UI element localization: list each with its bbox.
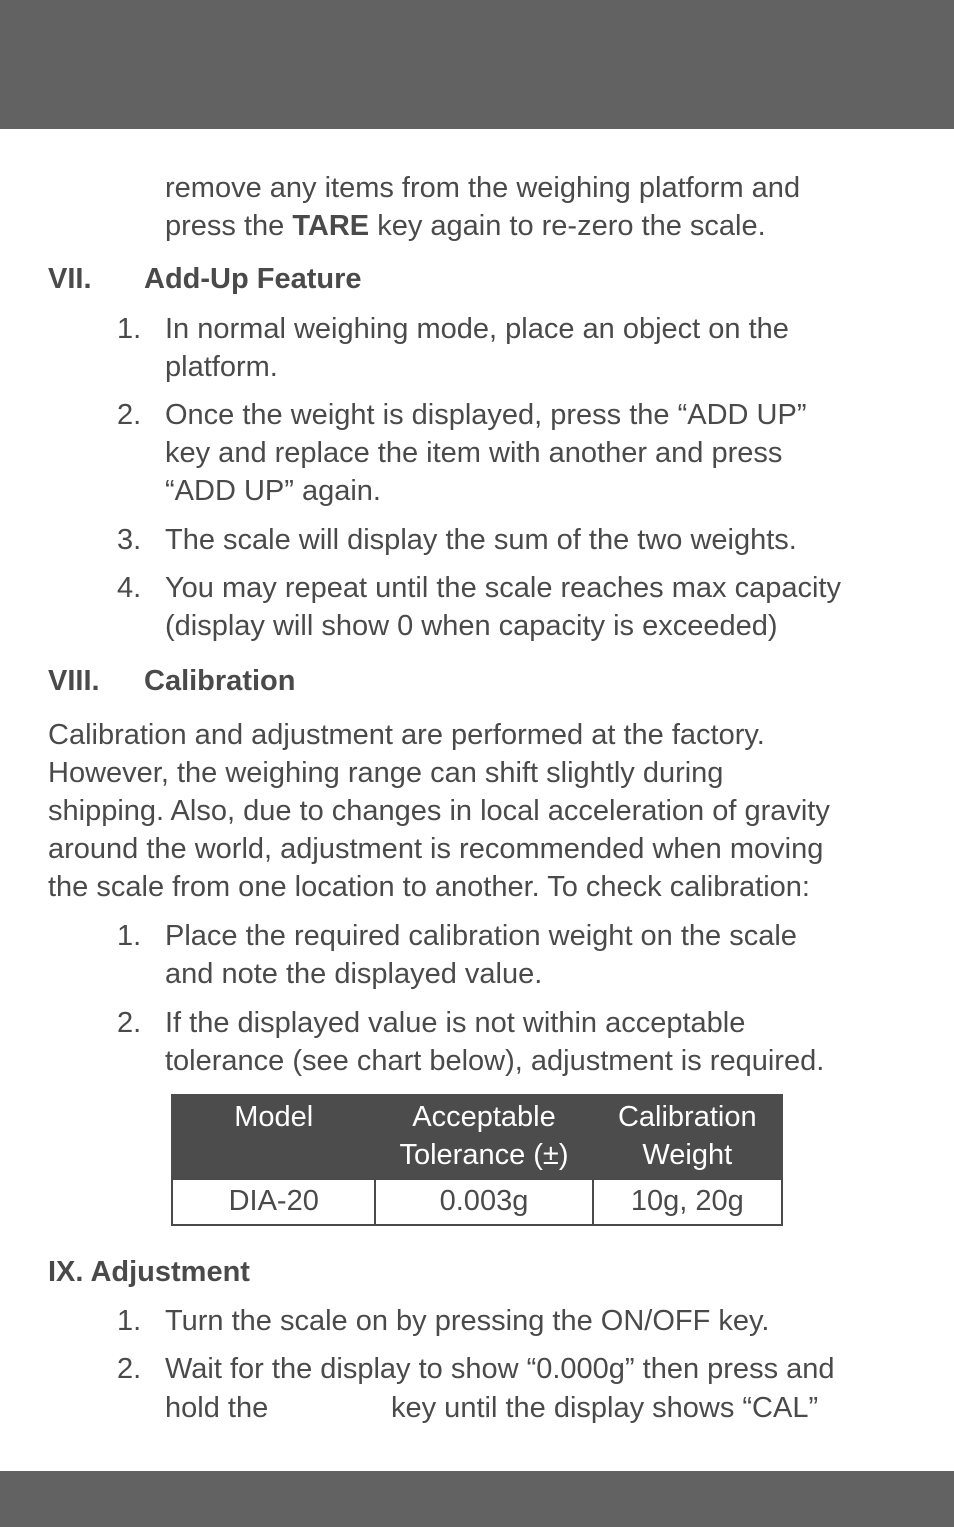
cell-calibration-weight: 10g, 20g [593, 1179, 782, 1225]
header-model: Model [172, 1094, 375, 1179]
section-8-title: Calibration [144, 665, 296, 697]
s7-step-2-line-1: Once the weight is displayed, press the “ADD UP” [165, 399, 807, 431]
table-header-row [172, 1094, 782, 1179]
s9-step-2-line-2-end: key until the display shows “CAL” [391, 1392, 819, 1424]
s7-step-1-number: 1. [117, 313, 142, 345]
s7-step-4-number: 4. [117, 572, 142, 604]
s9-step-2-number: 2. [117, 1353, 142, 1385]
header-bar [0, 0, 954, 129]
s7-step-2-line-2: key and replace the item with another and press [165, 437, 783, 469]
s9-step-1-number: 1. [117, 1305, 142, 1337]
calibration-paragraph-line-5: the scale from one location to another. To check calibration: [48, 871, 810, 903]
calibration-paragraph-line-2: However, the weighing range can shift slightly during [48, 757, 724, 789]
s7-step-4-line-1: You may repeat until the scale reaches max capacity [165, 572, 841, 604]
s7-step-3-line-1: The scale will display the sum of the two weights. [165, 524, 797, 556]
s8-step-2-line-1: If the displayed value is not within acceptable [165, 1007, 746, 1039]
cell-model: DIA-20 [172, 1179, 375, 1225]
header-acceptable-tolerance: Acceptable Tolerance (±) [375, 1094, 592, 1179]
intro-line-2: press the TARE key again to re-zero the scale. [165, 210, 766, 242]
cell-tolerance: 0.003g [375, 1179, 592, 1225]
s7-step-4-line-2: (display will show 0 when capacity is exceeded) [165, 610, 778, 642]
s7-step-1-line-1: In normal weighing mode, place an object on the [165, 313, 789, 345]
calibration-paragraph-line-4: around the world, adjustment is recommended when moving [48, 833, 824, 865]
calibration-paragraph-line-3: shipping. Also, due to changes in local acceleration of gravity [48, 795, 830, 827]
s8-step-2-number: 2. [117, 1007, 142, 1039]
footer-bar [0, 1471, 954, 1527]
section-9-title: IX. Adjustment [48, 1256, 250, 1288]
s9-step-1-line-1: Turn the scale on by pressing the ON/OFF key. [165, 1305, 770, 1337]
intro-line-1: remove any items from the weighing platform and [165, 172, 801, 204]
calibration-paragraph-line-1: Calibration and adjustment are performed at the factory. [48, 719, 765, 751]
s7-step-3-number: 3. [117, 524, 142, 556]
s7-step-2-number: 2. [117, 399, 142, 431]
tare-key-label: TARE [292, 210, 370, 242]
header-calibration-weight: Calibration Weight [593, 1094, 782, 1179]
s8-step-2-line-2: tolerance (see chart below), adjustment is required. [165, 1045, 825, 1077]
s8-step-1-line-1: Place the required calibration weight on the scale [165, 920, 797, 952]
section-8-numeral: VIII. [48, 665, 100, 697]
section-7-title: Add-Up Feature [144, 263, 362, 295]
s9-step-2-line-1: Wait for the display to show “0.000g” then press and [165, 1353, 835, 1385]
s9-step-2-line-2-start: hold the [165, 1392, 269, 1424]
section-7-numeral: VII. [48, 263, 92, 295]
s8-step-1-line-2: and note the displayed value. [165, 958, 543, 990]
s7-step-2-line-3: “ADD UP” again. [165, 475, 381, 507]
calibration-table [171, 1094, 783, 1226]
s7-step-1-line-2: platform. [165, 351, 278, 383]
table-row [172, 1179, 782, 1225]
s8-step-1-number: 1. [117, 920, 142, 952]
